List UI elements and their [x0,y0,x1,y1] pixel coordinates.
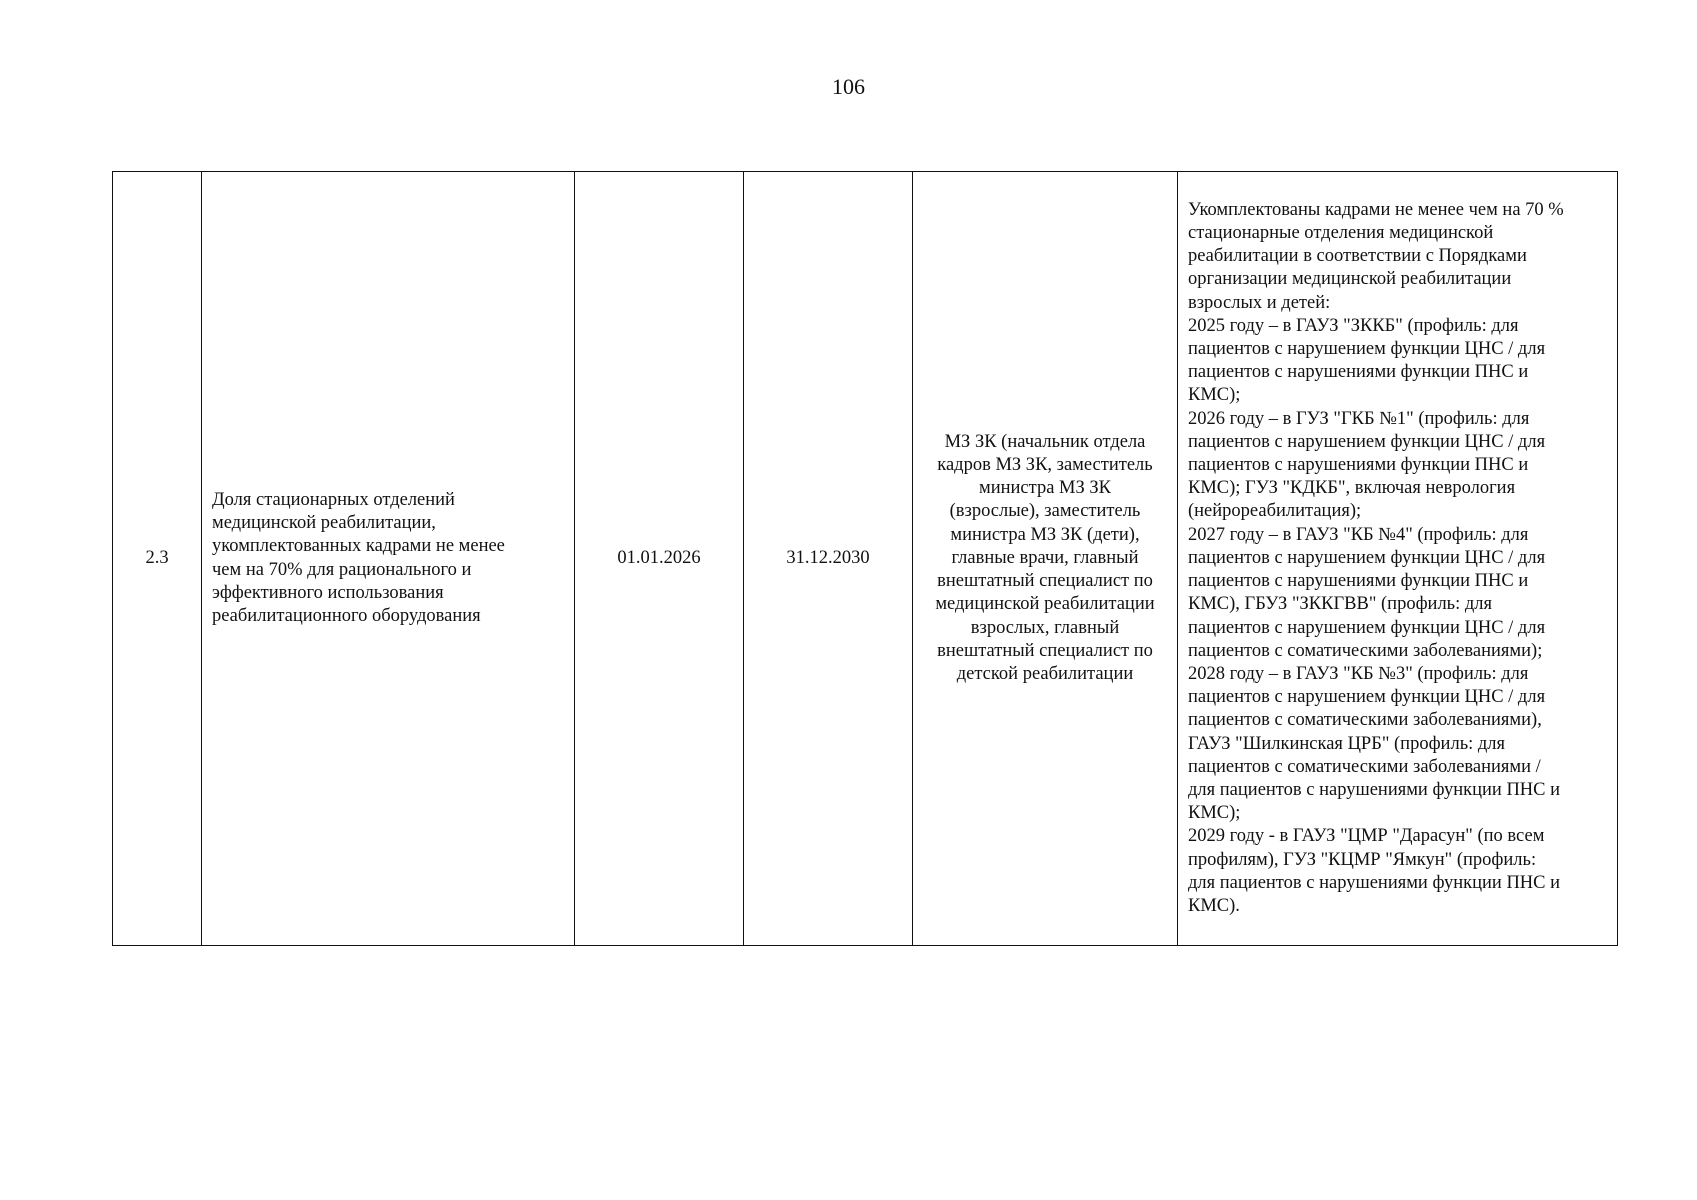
measures-table [112,171,1618,946]
start-date-cell: 01.01.2026 [575,172,744,946]
page-number: 106 [832,74,865,99]
responsible-cell: МЗ ЗК (начальник отдела кадров МЗ ЗК, заместитель министра МЗ ЗК (взрослые), заместитель министра МЗ ЗК (дети), главные врачи, главный внештатный специалист по медицинской реабилитации взрослых, главный внештатный специалист по детской реабилитации [913,172,1178,946]
indicator-cell: Доля стационарных отделений медицинской реабилитации, укомплектованных кадрами не менее чем на 70% для рационального и эффективного использования реабилитационного оборудования [202,172,575,946]
row-number-cell: 2.3 [113,172,202,946]
table-row [113,172,1618,946]
end-date-cell: 31.12.2030 [744,172,913,946]
result-cell: Укомплектованы кадрами не менее чем на 70 % стационарные отделения медицинской реабилитации в соответствии с Порядками организации медицинской реабилитации взрослых и детей: 2025 году – в ГАУЗ "ЗККБ" (профиль: для пациентов с нарушением функции ЦНС / для пациентов с нарушениями функции ПНС и КМС); 2026 году – в ГУЗ "ГКБ №1" (профиль: для пациентов с нарушением функции ЦНС / для пациентов с нарушениями функции ПНС и КМС); ГУЗ "КДКБ", включая неврология (нейрореабилитация); 2027 году – в ГАУЗ "КБ №4" (профиль: для пациентов с нарушением функции ЦНС / для пациентов с нарушениями функции ПНС и КМС), ГБУЗ "ЗККГВВ" (профиль: для пациентов с нарушением функции ЦНС / для пациентов с соматическими заболеваниями); 2028 году – в ГАУЗ "КБ №3" (профиль: для пациентов с нарушением функции ЦНС / для пациентов с соматическими заболеваниями), ГАУЗ "Шилкинская ЦРБ" (профиль: для пациентов с соматическими заболеваниями / для пациентов с нарушениями функции ПНС и КМС); 2029 году - в ГАУЗ "ЦМР "Дарасун" (по всем профилям), ГУЗ "КЦМР "Ямкун" (профиль: для пациентов с нарушениями функции ПНС и КМС). [1178,172,1618,946]
